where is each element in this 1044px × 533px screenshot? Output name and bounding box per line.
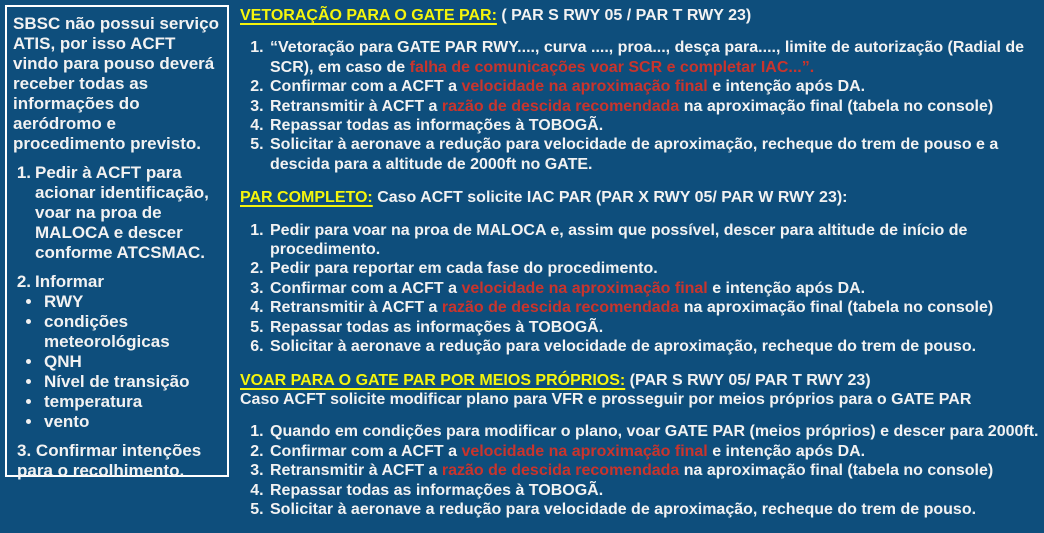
step-text: Repassar todas as informações à TOBOGÃ. <box>270 318 604 336</box>
procedure-step <box>268 481 1040 500</box>
note-item-2 <box>13 272 222 292</box>
note-item-text: Informar <box>35 272 104 291</box>
step-text: Pedir para voar na proa de MALOCA e, assim que possível, descer para altitude de início de procedimento. <box>270 221 968 259</box>
section-header <box>240 188 1040 207</box>
section-title: VETORAÇÃO PARA O GATE PAR: <box>240 7 497 24</box>
step-text: na aproximação final (tabela no console) <box>679 299 994 317</box>
step-text: Repassar todas as informações à TOBOGÃ. <box>270 117 604 135</box>
bullet-item: • Nível de transição <box>43 372 222 392</box>
bullet-item: • QNH <box>43 352 222 372</box>
section-header <box>240 6 1040 25</box>
note-item-number: 1. <box>16 163 31 182</box>
step-text: na aproximação final (tabela no console) <box>679 462 994 480</box>
step-text: Confirmar com a ACFT a <box>270 442 462 460</box>
step-text: e intenção após DA. <box>707 78 866 96</box>
note-item-1 <box>13 163 222 263</box>
procedure-step-list <box>240 221 1040 357</box>
step-text: Confirmar com a ACFT a <box>270 279 462 297</box>
step-text: Quando em condições para modificar o plano, voar GATE PAR (meios próprios) e descer para 2000ft. <box>270 423 1039 441</box>
procedure-step-list <box>240 422 1040 519</box>
inform-bullet-list <box>13 292 222 432</box>
bullet-item: • temperatura <box>43 392 222 412</box>
note-item-text: Confirmar intenções para o recolhimento. <box>17 441 202 480</box>
warning-text: razão de descida recomendada <box>441 462 680 480</box>
warning-text: razão de descida recomendada <box>441 97 680 115</box>
step-text: na aproximação final (tabela no console) <box>679 97 994 115</box>
section-meios-proprios <box>240 371 1040 520</box>
bullet-item: • RWY <box>43 292 222 312</box>
step-text: Retransmitir à ACFT a <box>270 97 442 115</box>
step-text: Solicitar à aeronave a redução para velocidade de aproximação, recheque do trem de pouso e a descida para a altitude de 2000ft no GATE. <box>270 136 999 173</box>
step-text: Pedir para reportar em cada fase do procedimento. <box>270 260 658 278</box>
warning-text: velocidade na aproximação final <box>461 279 708 297</box>
note-item-number: 3. <box>17 441 32 460</box>
procedure-step <box>268 298 1040 317</box>
bullet-item: • condições meteorológicas <box>43 312 222 352</box>
procedure-step <box>268 461 1040 480</box>
note-item-text: Pedir à ACFT para acionar identificação, voar na proa de MALOCA e descer conforme ATCSMAC. <box>35 163 209 262</box>
atis-note-panel <box>5 5 229 480</box>
step-text: Solicitar à aeronave a redução para velocidade de aproximação, recheque do trem de pouso. <box>270 500 977 518</box>
procedure-step <box>268 38 1040 77</box>
procedure-step-list <box>240 38 1040 174</box>
note-item-number: 2. <box>16 272 31 291</box>
section-title-suffix: Caso ACFT solicite IAC PAR (PAR X RWY 05/ PAR W RWY 23): <box>372 189 848 207</box>
section-title-suffix: (PAR S RWY 05/ PAR T RWY 23) <box>625 371 871 389</box>
bullet-item: • vento <box>43 412 222 432</box>
step-text: “Vetoração para GATE PAR RWY...., curva ...., proa..., desça para...., limite de autorização (Radial de SCR), em caso de <box>270 39 1025 76</box>
step-text: Retransmitir à ACFT a <box>270 299 442 317</box>
section-par-completo <box>240 188 1040 356</box>
procedure-step <box>268 116 1040 135</box>
warning-text: razão de descida recomendada <box>441 299 680 317</box>
procedure-step <box>268 135 1040 174</box>
step-text: Repassar todas as informações à TOBOGÃ. <box>270 481 604 499</box>
section-subtitle: Caso ACFT solicite modificar plano para VFR e prosseguir por meios próprios para o GATE PAR <box>240 390 972 408</box>
procedure-step <box>268 279 1040 298</box>
warning-text: velocidade na aproximação final <box>461 442 708 460</box>
procedure-step <box>268 97 1040 116</box>
step-text: Solicitar à aeronave a redução para velocidade de aproximação, recheque do trem de pouso. <box>270 338 977 356</box>
step-text: e intenção após DA. <box>707 442 866 460</box>
warning-text: falha de comunicações voar SCR e completar IAC...”. <box>409 58 815 76</box>
procedure-step <box>268 77 1040 96</box>
procedure-step <box>268 259 1040 278</box>
warning-text: velocidade na aproximação final <box>461 78 708 96</box>
note-item-3 <box>13 441 222 481</box>
section-title: VOAR PARA O GATE PAR POR MEIOS PRÓPRIOS: <box>240 371 626 389</box>
section-title-suffix: ( PAR S RWY 05 / PAR T RWY 23) <box>496 7 752 24</box>
step-text: e intenção após DA. <box>707 279 866 297</box>
procedure-step <box>268 337 1040 356</box>
procedures-main <box>240 6 1040 533</box>
procedure-step <box>268 318 1040 337</box>
procedure-step <box>268 221 1040 260</box>
step-text: Confirmar com a ACFT a <box>270 78 462 96</box>
procedure-step <box>268 442 1040 461</box>
section-header <box>240 371 1040 390</box>
section-vetoracao-gate-par <box>240 6 1040 174</box>
section-title: PAR COMPLETO: <box>240 189 373 207</box>
note-intro: SBSC não possui serviço ATIS, por isso ACFT vindo para pouso deverá receber todas as informações do aeródromo e procedimento previsto. <box>13 14 219 153</box>
procedure-step <box>268 500 1040 519</box>
step-text: Retransmitir à ACFT a <box>270 462 442 480</box>
procedure-step <box>268 422 1040 441</box>
